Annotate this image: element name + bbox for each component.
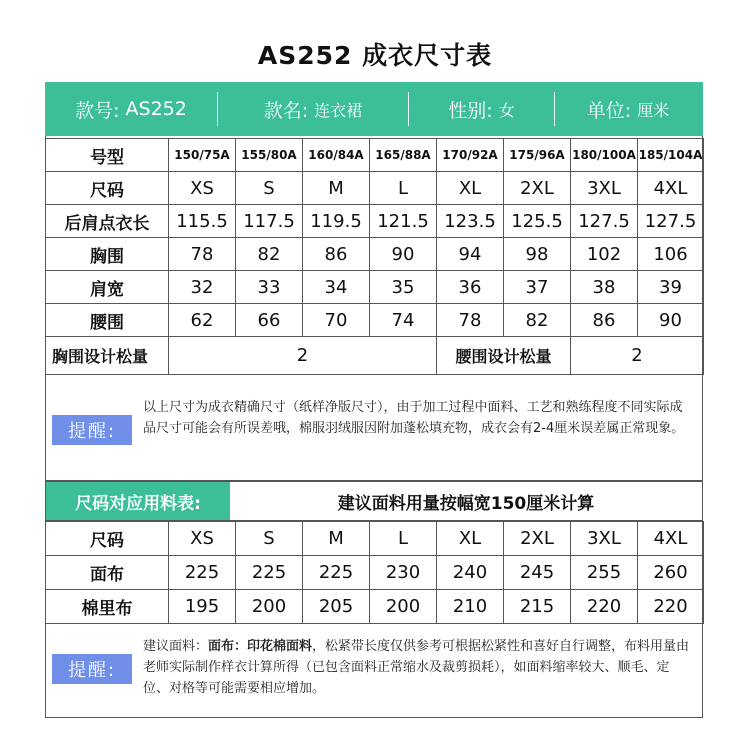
row-header: 后肩点衣长 xyxy=(46,205,169,238)
waist-cell: 82 xyxy=(504,304,571,337)
table-row xyxy=(46,238,704,271)
fabric-table xyxy=(45,521,704,624)
fabric-note xyxy=(45,623,703,718)
chest-cell: 94 xyxy=(437,238,504,271)
shoulder-cell: 36 xyxy=(437,271,504,304)
face-fabric-cell: 225 xyxy=(236,556,303,590)
header-divider xyxy=(217,92,218,126)
table-row xyxy=(46,271,704,304)
size-cell: 3XL xyxy=(571,522,638,556)
waist-cell: 86 xyxy=(571,304,638,337)
size-code-cell: 180/100A xyxy=(571,139,638,172)
row-header: 号型 xyxy=(46,139,169,172)
name-value: 连衣裙 xyxy=(314,100,363,120)
shoulder-cell: 37 xyxy=(504,271,571,304)
face-fabric-cell: 255 xyxy=(571,556,638,590)
style-no xyxy=(45,82,217,136)
size-cell: S xyxy=(236,172,303,205)
reminder-text: 以上尺寸为成衣精确尺寸（纸样净版尺寸），由于加工过程中面料、工艺和熟练程度不同实际成品尺寸可能会有所误差哦，棉服羽绒服因附加蓬松填充物，成衣会有2-4厘米误差属正常现象。 xyxy=(143,400,685,436)
lining-fabric-cell: 210 xyxy=(437,590,504,624)
lining-fabric-cell: 200 xyxy=(236,590,303,624)
size-cell: 4XL xyxy=(638,522,704,556)
gender xyxy=(409,82,554,136)
fabric-section-title: 建议面料用量按幅宽150厘米计算 xyxy=(337,493,595,514)
chest-cell: 106 xyxy=(638,238,704,271)
row-header: 腰围 xyxy=(46,304,169,337)
waist-cell: 74 xyxy=(370,304,437,337)
size-cell: S xyxy=(236,522,303,556)
length-cell: 121.5 xyxy=(370,205,437,238)
size-cell: 3XL xyxy=(571,172,638,205)
size-code-cell: 170/92A xyxy=(437,139,504,172)
chest-cell: 98 xyxy=(504,238,571,271)
lining-fabric-cell: 215 xyxy=(504,590,571,624)
size-cell: XS xyxy=(169,172,236,205)
lining-fabric-cell: 220 xyxy=(638,590,704,624)
unit xyxy=(555,82,701,136)
shoulder-cell: 34 xyxy=(303,271,370,304)
row-header: 肩宽 xyxy=(46,271,169,304)
waist-cell: 66 xyxy=(236,304,303,337)
waist-cell: 78 xyxy=(437,304,504,337)
style-label: 款号: xyxy=(75,99,120,122)
size-code-cell: 160/84A xyxy=(303,139,370,172)
size-cell: XL xyxy=(437,172,504,205)
chest-ease-value: 2 xyxy=(169,337,437,375)
shoulder-cell: 38 xyxy=(571,271,638,304)
row-header: 尺码 xyxy=(46,522,169,556)
face-fabric-cell: 245 xyxy=(504,556,571,590)
table-row xyxy=(46,522,704,556)
size-code-cell: 185/104A xyxy=(638,139,704,172)
table-row xyxy=(46,205,704,238)
lining-fabric-cell: 220 xyxy=(571,590,638,624)
waist-ease-label: 腰围设计松量 xyxy=(437,337,571,375)
row-header: 胸围 xyxy=(46,238,169,271)
gender-value: 女 xyxy=(498,100,515,120)
table-row xyxy=(46,304,704,337)
size-cell: M xyxy=(303,172,370,205)
header-divider xyxy=(408,92,409,126)
size-code-cell: 175/96A xyxy=(504,139,571,172)
shoulder-cell: 33 xyxy=(236,271,303,304)
fabric-note-prefix: 建议面料： xyxy=(143,639,209,654)
reminder-tag: 提醒: xyxy=(52,415,132,445)
fabric-note-body: ，松紧带长度仅供参考可根据松紧性和喜好自行调整，布料用量由老师实际制作样衣计算所得（已包含面料正常缩水及裁剪损耗），如面料缩率较大、顺毛、定位、对格等可能需要相应增加。 xyxy=(143,639,690,696)
chest-cell: 86 xyxy=(303,238,370,271)
unit-value: 厘米 xyxy=(637,100,670,120)
shoulder-cell: 32 xyxy=(169,271,236,304)
chest-cell: 90 xyxy=(370,238,437,271)
shoulder-cell: 39 xyxy=(638,271,704,304)
style-value: AS252 xyxy=(125,98,187,120)
chest-cell: 82 xyxy=(236,238,303,271)
length-cell: 123.5 xyxy=(437,205,504,238)
lining-fabric-cell: 195 xyxy=(169,590,236,624)
fabric-section-header xyxy=(45,481,703,521)
size-code-cell: 155/80A xyxy=(236,139,303,172)
table-row xyxy=(46,590,704,624)
row-header: 面布 xyxy=(46,556,169,590)
face-fabric-cell: 230 xyxy=(370,556,437,590)
chest-ease-label: 胸围设计松量 xyxy=(46,337,169,375)
table-row xyxy=(46,337,704,375)
header-divider xyxy=(554,92,555,126)
reminder-note xyxy=(45,374,703,481)
size-cell: 4XL xyxy=(638,172,704,205)
size-table xyxy=(45,138,704,375)
table-row xyxy=(46,139,704,172)
size-cell: M xyxy=(303,522,370,556)
table-row xyxy=(46,172,704,205)
face-fabric-cell: 260 xyxy=(638,556,704,590)
length-cell: 115.5 xyxy=(169,205,236,238)
fabric-note-bold: 面布：印花棉面料 xyxy=(208,639,313,654)
waist-cell: 90 xyxy=(638,304,704,337)
length-cell: 119.5 xyxy=(303,205,370,238)
face-fabric-cell: 225 xyxy=(303,556,370,590)
length-cell: 125.5 xyxy=(504,205,571,238)
size-code-cell: 150/75A xyxy=(169,139,236,172)
chest-cell: 78 xyxy=(169,238,236,271)
face-fabric-cell: 225 xyxy=(169,556,236,590)
header-bar xyxy=(45,82,703,136)
face-fabric-cell: 240 xyxy=(437,556,504,590)
page-title: AS252 成衣尺寸表 xyxy=(257,41,493,70)
length-cell: 127.5 xyxy=(638,205,704,238)
length-cell: 127.5 xyxy=(571,205,638,238)
name-label: 款名: xyxy=(263,99,309,122)
chest-cell: 102 xyxy=(571,238,638,271)
gender-label: 性别: xyxy=(448,99,493,122)
lining-fabric-cell: 205 xyxy=(303,590,370,624)
fabric-note-tag: 提醒: xyxy=(52,654,132,684)
length-cell: 117.5 xyxy=(236,205,303,238)
size-cell: 2XL xyxy=(504,522,571,556)
row-header: 棉里布 xyxy=(46,590,169,624)
row-header: 尺码 xyxy=(46,172,169,205)
shoulder-cell: 35 xyxy=(370,271,437,304)
unit-label: 单位: xyxy=(586,99,632,122)
waist-cell: 62 xyxy=(169,304,236,337)
size-cell: XL xyxy=(437,522,504,556)
size-cell: L xyxy=(370,172,437,205)
size-cell: XS xyxy=(169,522,236,556)
waist-ease-value: 2 xyxy=(571,337,704,375)
table-row xyxy=(46,556,704,590)
waist-cell: 70 xyxy=(303,304,370,337)
size-code-cell: 165/88A xyxy=(370,139,437,172)
lining-fabric-cell: 200 xyxy=(370,590,437,624)
style-name xyxy=(218,82,408,136)
size-cell: L xyxy=(370,522,437,556)
size-cell: 2XL xyxy=(504,172,571,205)
fabric-note-text xyxy=(143,636,691,699)
fabric-section-label: 尺码对应用料表: xyxy=(46,482,230,520)
